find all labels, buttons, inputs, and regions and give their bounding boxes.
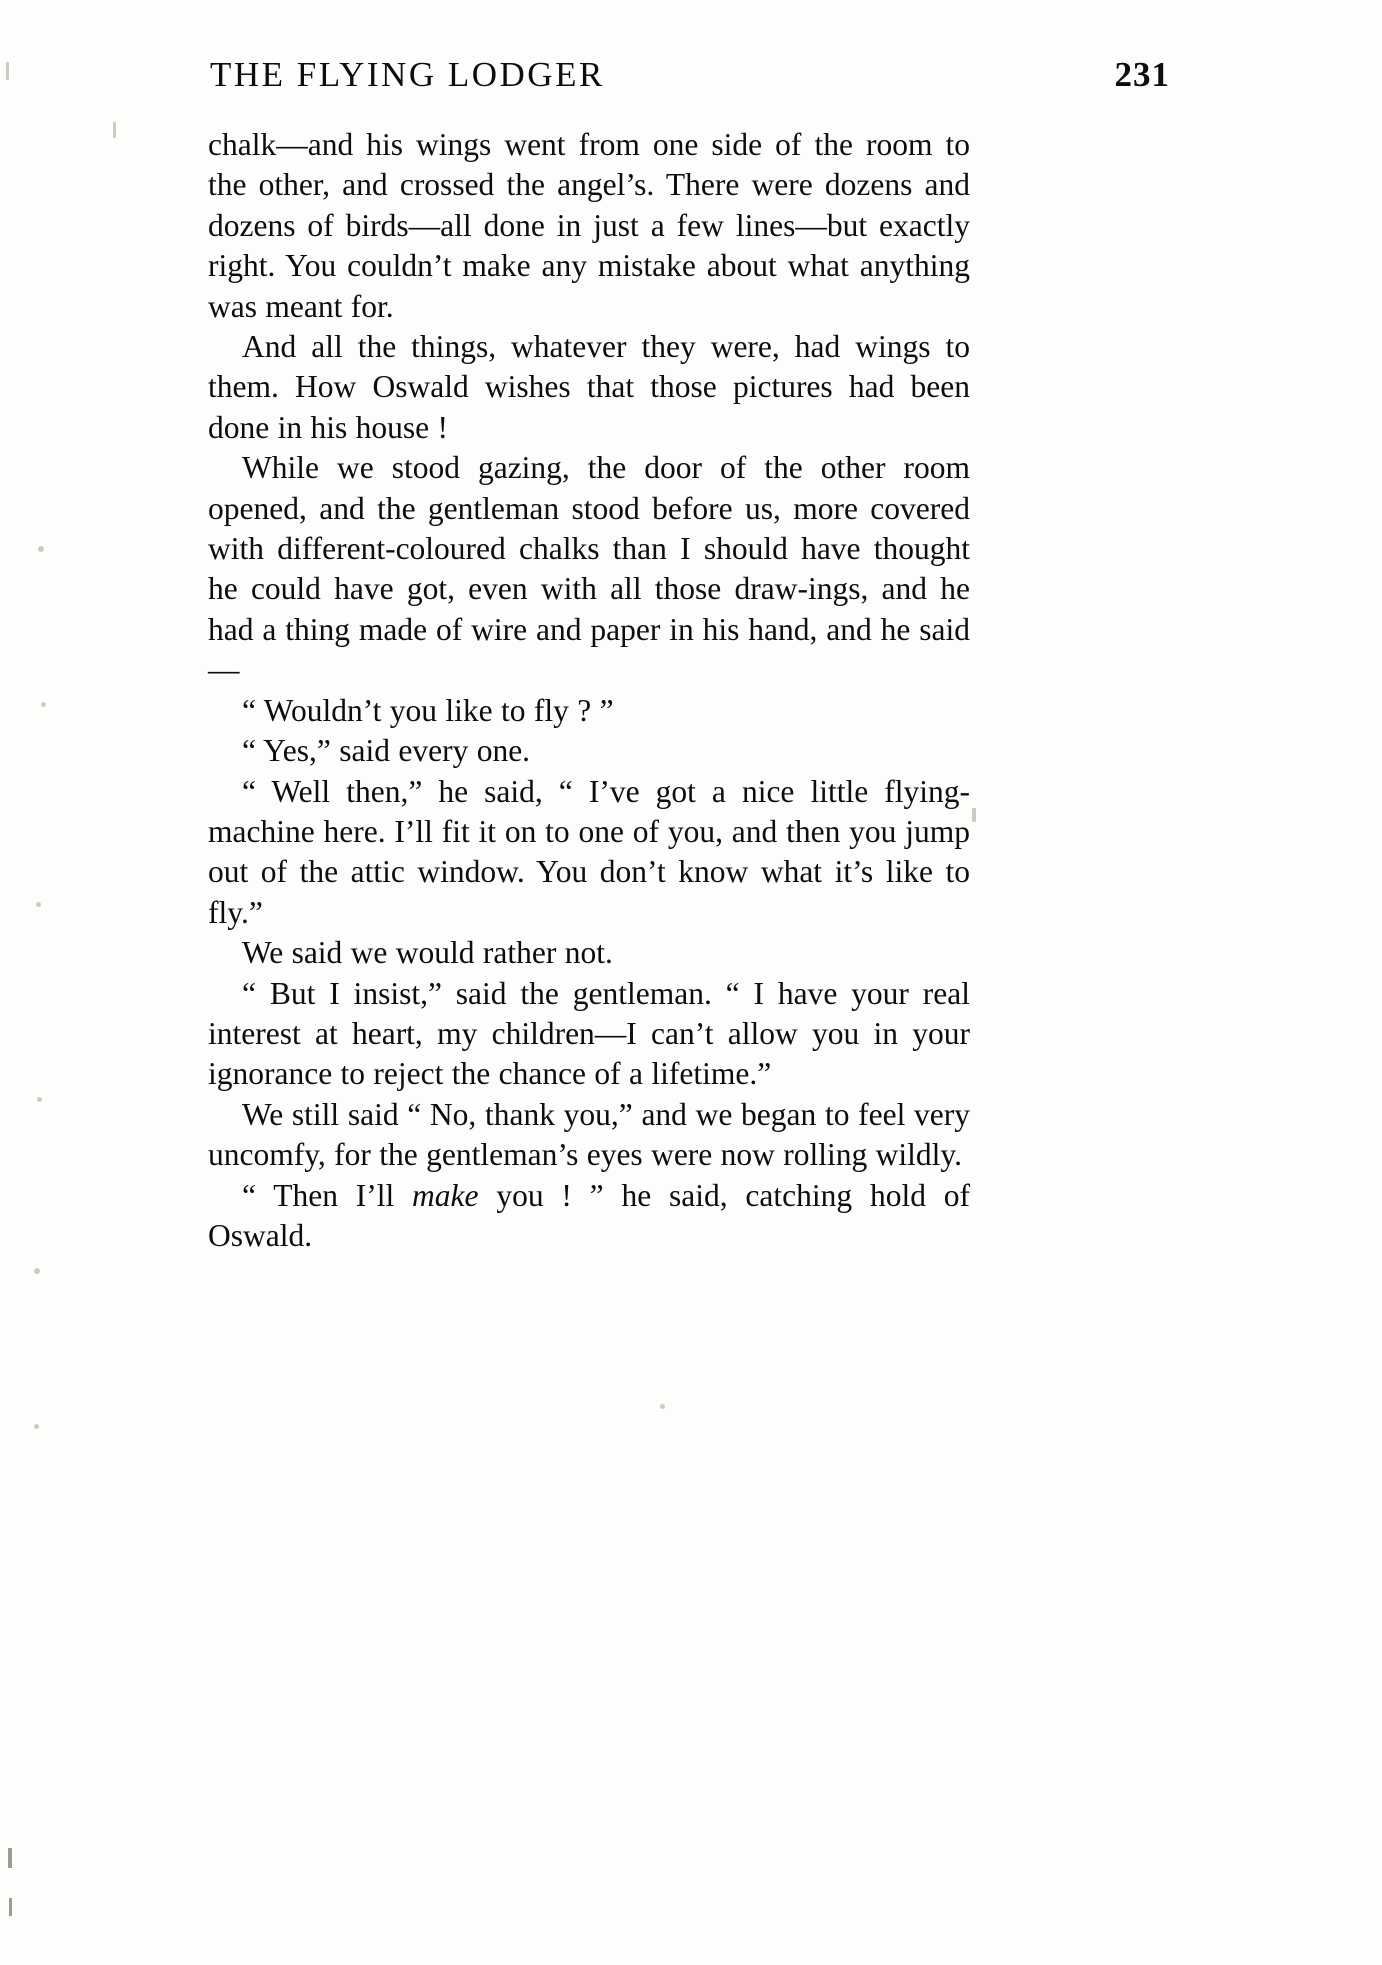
scan-speckle [41,702,46,707]
paragraph: And all the things, whatever they were, had wings to them. How Oswald wishes that those pictures had been done in his house ! [208,329,970,445]
paragraph: “ Wouldn’t you like to fly ? ” [242,692,614,728]
scan-speckle [34,1424,39,1429]
paragraph: chalk—and his wings went from one side of the room to the other, and crossed the angel’s. There were dozens and dozens of birds—all done in just a few lines—but exactly right. You couldn’t make any mistake about what anything was meant for. [208,127,970,324]
scan-speckle [36,902,41,907]
paragraph: “ Well then,” he said, “ I’ve got a nice little flying-machine here. I’ll fit it on to one of you, and then you jump out of the attic window. You don’t know what it’s like to fly.” [208,773,970,930]
scan-speckle [37,1097,42,1102]
scan-speckle [113,122,116,138]
scan-edge-mark [9,1898,12,1916]
paragraph-with-italic [208,1176,970,1257]
paragraph: We said we would rather not. [242,935,613,971]
running-title: THE FLYING LODGER [210,55,605,94]
scan-speckle [972,808,976,822]
paragraph: We still said “ No, thank you,” and we began to feel very uncomfy, for the gentleman’s eyes were now rolling wildly. [208,1096,970,1173]
page-number: 231 [1114,55,1170,94]
paragraph: While we stood gazing, the door of the other room opened, and the gentleman stood before us, more covered with different-coloured chalks than I should have thought he could have got, even with all those draw-ings, and he had a thing made of wire and paper in his hand, and he said— [208,450,970,688]
scan-speckle [38,546,44,552]
scan-speckle [660,1404,665,1409]
scan-speckle [6,62,9,80]
paragraph-text-after-italic: you ! ” he said, catching hold of Oswald. [208,1177,970,1253]
paragraph: “ Yes,” said every one. [242,733,531,769]
scan-edge-mark [8,1848,12,1868]
paragraph: “ But I insist,” said the gentleman. “ I have your real interest at heart, my children—I can’t allow you in your ignorance to reject the chance of a lifetime.” [208,975,970,1092]
italic-emphasis: make [412,1177,479,1213]
text-column [208,125,970,1256]
page-header [210,55,1170,95]
scan-speckle [34,1268,40,1274]
paragraph-text-before-italic: “ Then I’ll [242,1177,413,1213]
